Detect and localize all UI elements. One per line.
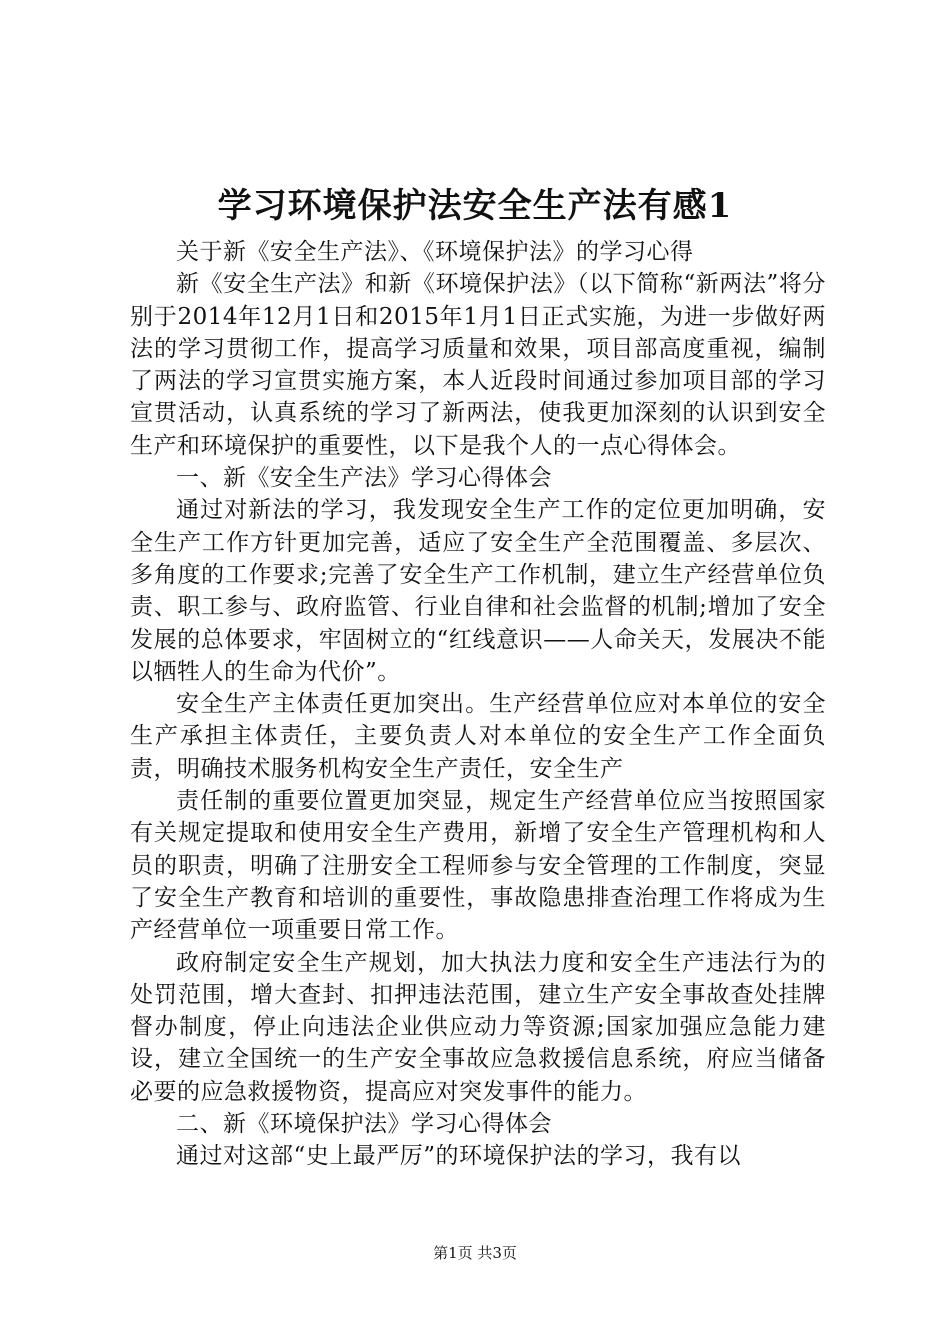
document-body	[130, 236, 826, 1173]
paragraph: 责任制的重要位置更加突显，规定生产经营单位应当按照国家有关规定提取和使用安全生产费用，新增了安全生产管理机构和人员的职责，明确了注册安全工程师参与安全管理的工作制度，突显了安全生产教育和培训的重要性，事故隐患排查治理工作将成为生产经营单位一项重要日常工作。	[130, 788, 826, 944]
section-heading-1: 一、新《安全生产法》学习心得体会	[176, 465, 552, 492]
paragraph: 安全生产主体责任更加突出。生产经营单位应对本单位的安全生产承担主体责任，主要负责人对本单位的安全生产工作全面负责，明确技术服务机构安全生产责任，安全生产	[130, 691, 826, 782]
document-title: 学习环境保护法安全生产法有感1	[217, 186, 733, 226]
section-heading-2: 二、新《环境保护法》学习心得体会	[176, 1111, 552, 1138]
paragraph: 通过对新法的学习，我发现安全生产工作的定位更加明确，安全生产工作方针更加完善，适应了安全生产全范围覆盖、多层次、多角度的工作要求;完善了安全生产工作机制，建立生产经营单位负责、职工参与、政府监管、行业自律和社会监督的机制;增加了安全发展的总体要求，牢固树立的“红线意识——人命关天，发展决不能以牺牲人的生命为代价”。	[130, 497, 826, 685]
paragraph: 新《安全生产法》和新《环境保护法》（以下简称“新两法”将分别于2014年12月1日和2015年1月1日正式实施，为进一步做好两法的学习贯彻工作，提高学习质量和效果，项目部高度重视，编制了两法的学习宣贯实施方案，本人近段时间通过参加项目部的学习宣贯活动，认真系统的学习了新两法，使我更加深刻的认识到安全生产和环境保护的重要性，以下是我个人的一点心得体会。	[130, 271, 826, 459]
paragraph: 通过对这部“史上最严厉”的环境保护法的学习，我有以	[176, 1143, 742, 1170]
paragraph-heading: 关于新《安全生产法》、《环境保护法》的学习心得	[176, 239, 694, 265]
page-footer: 第1页 共3页	[433, 1244, 517, 1262]
paragraph: 政府制定安全生产规划，加大执法力度和安全生产违法行为的处罚范围，增大查封、扣押违法范围，建立生产安全事故查处挂牌督办制度，停止向违法企业供应动力等资源;国家加强应急能力建设，建立全国统一的生产安全事故应急救援信息系统，府应当储备必要的应急救援物资，提高应对突发事件的能力。	[130, 949, 826, 1105]
